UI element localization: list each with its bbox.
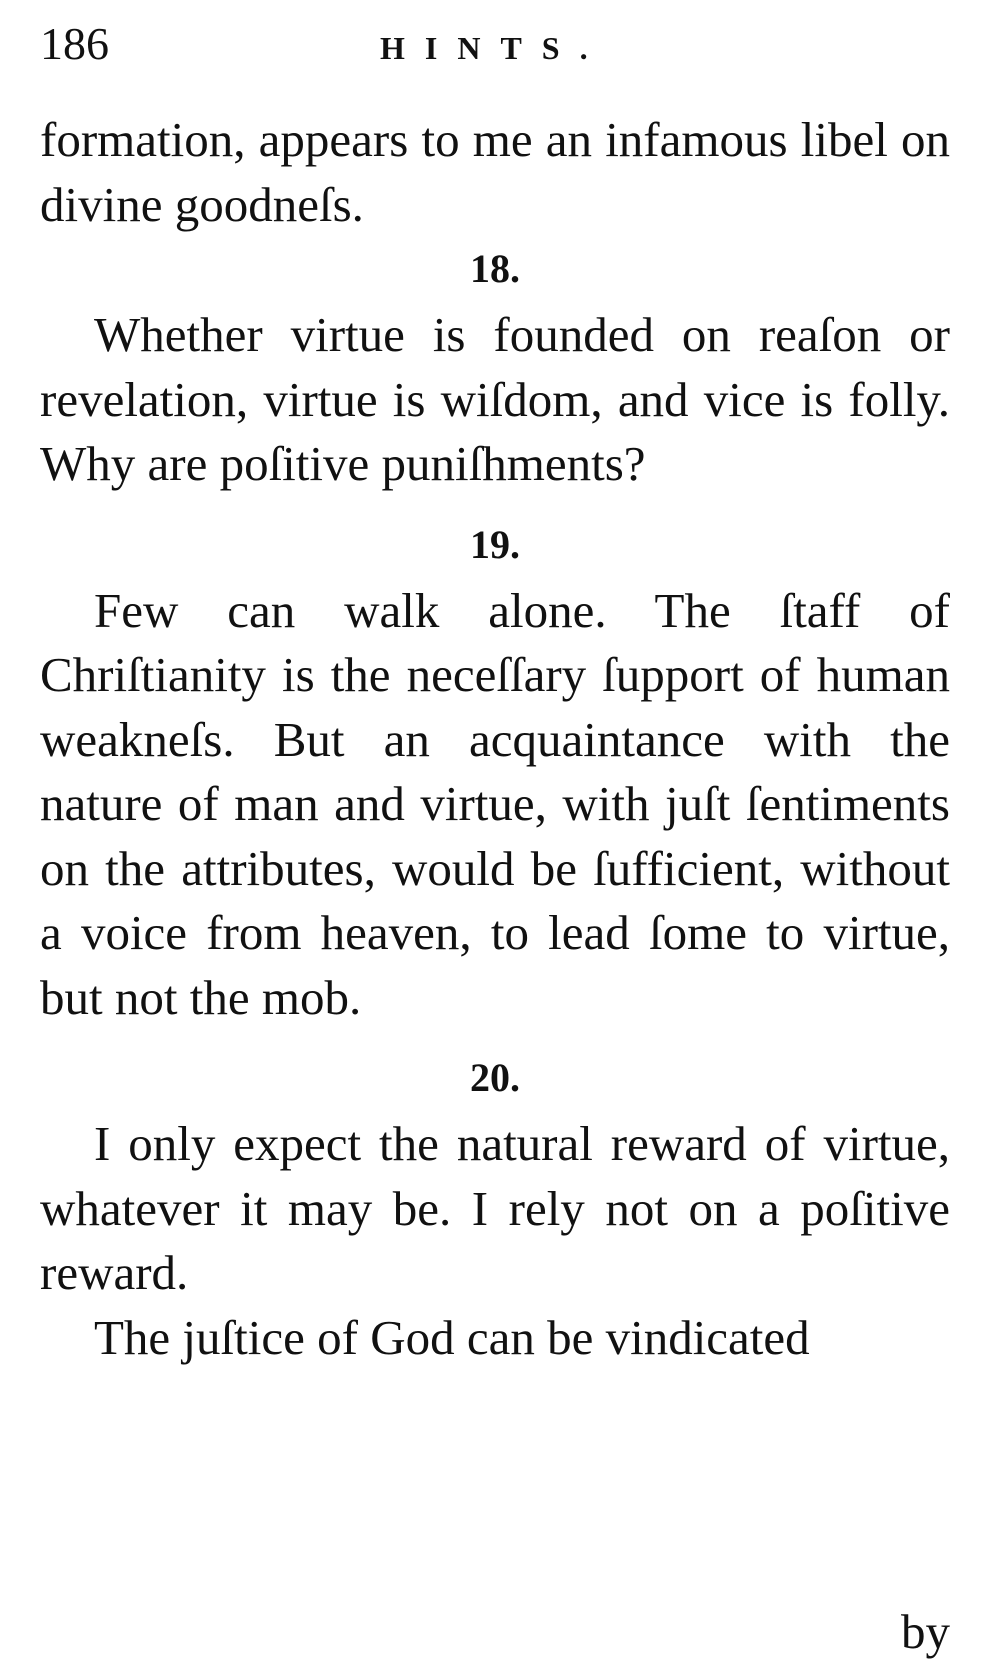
body-text bbox=[40, 108, 950, 1370]
running-title: HINTS. bbox=[380, 30, 608, 66]
section-number-20: 20. bbox=[470, 1055, 520, 1100]
section-20-paragraph-2: The juſtice of God can be vindicated bbox=[94, 1309, 810, 1365]
book-page bbox=[40, 0, 950, 1675]
section-19-paragraph: Few can walk alone. The ſtaff of Chriſtianity is the neceſſary ſupport of human weakneſs. But an acquaintance with the nature of man and virtue, with juſt ſentiments on the attributes, would be ſufficient, without a voice from heaven, to lead ſome to virtue, but not the mob. bbox=[40, 582, 950, 1025]
section-number-19: 19. bbox=[470, 521, 520, 567]
section-18-paragraph: Whether virtue is founded on reaſon or revelation, virtue is wiſdom, and vice is folly. Why are poſitive puniſhments? bbox=[40, 307, 950, 491]
catchword: by bbox=[901, 1604, 950, 1659]
section-number-18: 18. bbox=[470, 246, 520, 291]
continuation-paragraph: formation, appears to me an infamous libel on divine goodneſs. bbox=[40, 112, 950, 232]
page-number: 186 bbox=[40, 18, 109, 69]
running-head bbox=[40, 14, 950, 74]
section-20-paragraph-1: I only expect the natural reward of virtue, whatever it may be. I rely not on a poſitive reward. bbox=[40, 1116, 950, 1300]
